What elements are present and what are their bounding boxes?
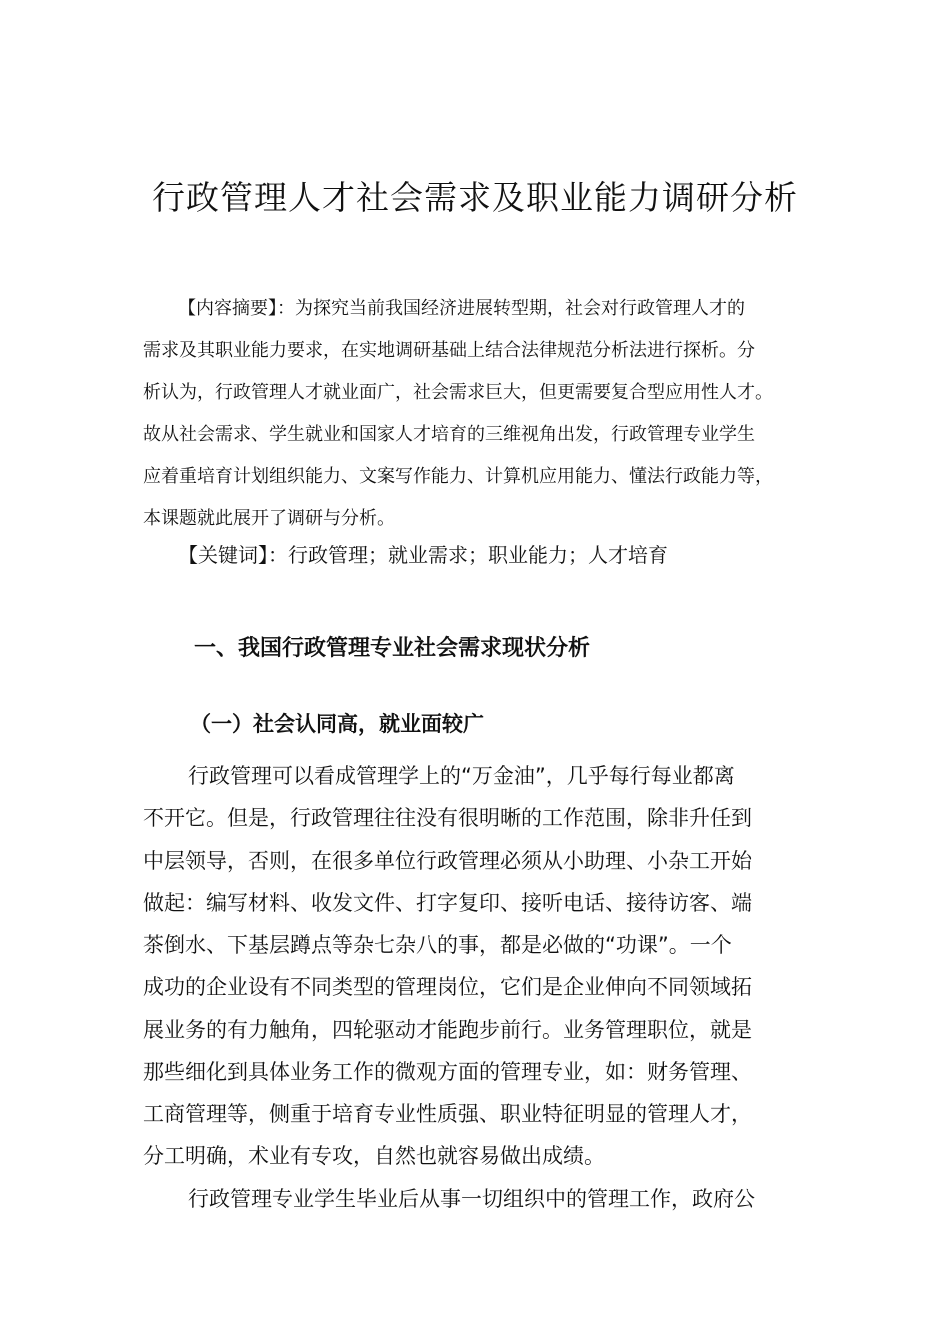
body-paragraph-line: 行政管理专业学生毕业后从事一切组织中的管理工作，政府公	[188, 1187, 755, 1211]
body-paragraph-line: 工商管理等，侧重于培育专业性质强、职业特征明显的管理人才，	[143, 1102, 752, 1126]
subsection-heading: （一）社会认同高，就业面较广	[190, 712, 484, 736]
body-paragraph-line: 成功的企业设有不同类型的管理岗位，它们是企业伸向不同领域拓	[143, 975, 752, 999]
body-paragraph-line: 展业务的有力触角，四轮驱动才能跑步前行。业务管理职位，就是	[143, 1018, 752, 1042]
keywords-line: 【关键词】：行政管理；就业需求；职业能力；人才培育	[178, 543, 668, 567]
body-paragraph-line: 中层领导，否则，在很多单位行政管理必须从小助理、小杂工开始	[143, 849, 752, 873]
abstract-line: 需求及其职业能力要求，在实地调研基础上结合法律规范分析法进行探析。分	[143, 340, 755, 361]
document-title: 行政管理人才社会需求及职业能力调研分析	[152, 178, 798, 217]
body-paragraph-line: 做起：编写材料、收发文件、打字复印、接听电话、接待访客、端	[143, 891, 752, 915]
abstract-line: 【内容摘要】：为探究当前我国经济进展转型期，社会对行政管理人才的	[178, 298, 745, 319]
body-paragraph-line: 分工明确，术业有专攻，自然也就容易做出成绩。	[143, 1144, 605, 1168]
body-paragraph-line: 行政管理可以看成管理学上的“万金油”，几乎每行每业都离	[188, 764, 735, 788]
abstract-line: 本课题就此展开了调研与分析。	[143, 508, 395, 529]
body-paragraph-line: 那些细化到具体业务工作的微观方面的管理专业，如：财务管理、	[143, 1060, 752, 1084]
abstract-line: 析认为，行政管理人才就业面广，社会需求巨大，但更需要复合型应用性人才。	[143, 382, 773, 403]
abstract-line: 故从社会需求、学生就业和国家人才培育的三维视角出发，行政管理专业学生	[143, 424, 755, 445]
body-paragraph-line: 茶倒水、下基层蹲点等杂七杂八的事，都是必做的“功课”。一个	[143, 933, 732, 957]
body-paragraph-line: 不开它。但是，行政管理往往没有很明晰的工作范围，除非升任到	[143, 806, 752, 830]
abstract-line: 应着重培育计划组织能力、文案写作能力、计算机应用能力、懂法行政能力等，	[143, 466, 773, 487]
section-heading: 一、我国行政管理专业社会需求现状分析	[194, 636, 591, 661]
